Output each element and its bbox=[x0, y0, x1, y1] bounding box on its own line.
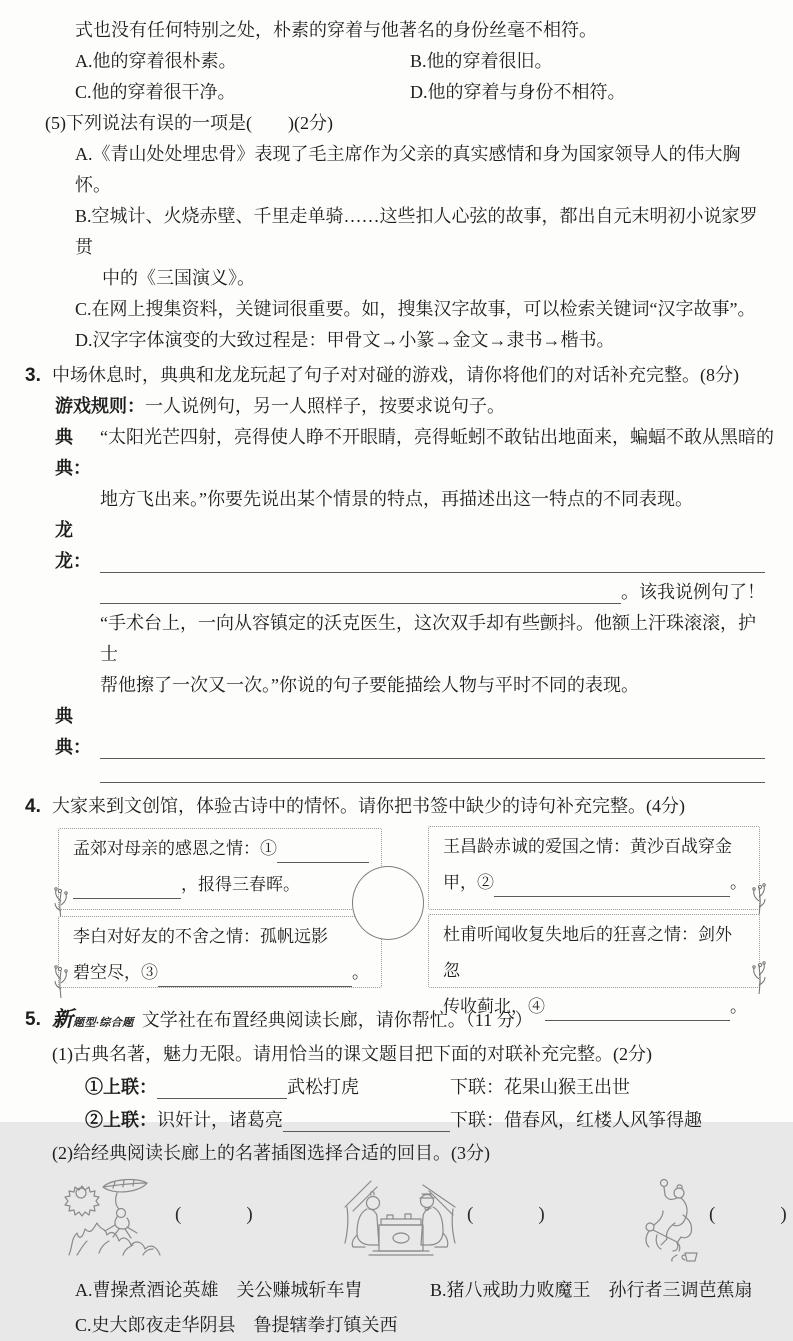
q5-sub1-stem: (1)古典名著，魅力无限。请用恰当的课文题目把下面的对联补充完整。(2分) bbox=[52, 1044, 652, 1064]
q3-diandian-text-line1: “太阳光芒四射，亮得使人睁不开眼睛，亮得蚯蚓不敢钻出地面来，蝙蝠不敢从黑暗的 bbox=[100, 427, 774, 447]
q4-stem-row bbox=[25, 791, 765, 822]
bookmark-dufu bbox=[428, 914, 760, 1016]
q5-illustrations-row bbox=[25, 1173, 789, 1267]
couplet2-shanglian-text: 识奸计，诸葛亮 bbox=[157, 1110, 283, 1130]
bookmark-mengjiao-text: 孟郊对母亲的感恩之情：① bbox=[73, 839, 277, 858]
q5-option-b: B.猪八戒助力败魔王 孙行者三调芭蕉扇 bbox=[430, 1280, 753, 1300]
q4-blank-1a[interactable] bbox=[277, 843, 369, 863]
q5-option-c: C.史大郎夜走华阴县 鲁提辖拳打镇关西 bbox=[75, 1315, 398, 1335]
couplet2-xialian: 下联：借春风，红楼人风筝得趣 bbox=[450, 1110, 702, 1130]
q3-longlong-answer-blank-1[interactable] bbox=[100, 553, 765, 573]
q5-couplet-1 bbox=[85, 1072, 765, 1103]
q5-couplet2-blank[interactable] bbox=[283, 1112, 450, 1132]
couplet1-xialian: 下联：花果山猴王出世 bbox=[450, 1077, 630, 1097]
decorative-circle bbox=[352, 866, 424, 940]
q4-blank-1b[interactable] bbox=[73, 879, 181, 899]
bookmark-wangchangling bbox=[428, 826, 760, 910]
new-question-type-badge-suffix: 题型·综合题 bbox=[73, 1017, 134, 1029]
q2-option-a: A.他的穿着很朴素。 bbox=[75, 51, 237, 71]
plant-sprig-icon bbox=[748, 881, 770, 917]
couplet2-shanglian-label: ②上联： bbox=[85, 1110, 157, 1130]
q5-option-a: A.曹操煮酒论英雄 关公赚城斩车胄 bbox=[75, 1280, 363, 1300]
q3-diandian-answer-blank-1[interactable] bbox=[100, 739, 765, 759]
bookmark-wangchangling-text2: 甲，② bbox=[443, 873, 494, 892]
plant-sprig-icon bbox=[50, 963, 72, 999]
q2-option-d: D.他的穿着与身份不相符。 bbox=[410, 82, 626, 102]
q3-rule-text: 一人说例句，另一人照样子，按要求说句子。 bbox=[145, 396, 505, 416]
q3-diandian-speech-line1 bbox=[55, 422, 774, 484]
q5-illustration1-answer-bracket[interactable]: ( ) bbox=[175, 1204, 255, 1225]
q2-option-c: C.他的穿着很干净。 bbox=[75, 82, 236, 102]
q2-5-option-d: D.汉字字体演变的大致过程是：甲骨文→小篆→金文→隶书→楷书。 bbox=[75, 330, 615, 350]
q3-diandian-answer-row bbox=[55, 701, 765, 763]
q5-illustration3-answer-bracket[interactable]: ( ) bbox=[709, 1204, 789, 1225]
plant-sprig-icon bbox=[748, 959, 770, 995]
q5-stem: 文学社在布置经典阅读长廊，请你帮忙。（11 分） bbox=[141, 1010, 533, 1030]
q5-answer-options-row2 bbox=[75, 1310, 765, 1341]
q3-diandian-speech-line2: 地方飞出来。”你要先说出某个情景的特点，再描述出这一特点的不同表现。 bbox=[100, 489, 693, 509]
q3-longlong-tail-text: 。该我说例句了！ bbox=[621, 582, 765, 602]
bookmark-libai-text: 李白对好友的不舍之情：孤帆远影 bbox=[73, 927, 328, 946]
illustration-warming-wine-heroes-talk bbox=[343, 1177, 457, 1261]
q5-couplet-2 bbox=[85, 1105, 765, 1136]
q3-longlong-quote-line1: “手术台上，一向从容镇定的沃克医生，这次双手却有些颤抖。他额上汗珠滚滚，护士 bbox=[100, 613, 756, 664]
q4-blank-2[interactable] bbox=[494, 877, 730, 897]
q3-longlong-quote-line2: 帮他擦了一次又一次。”你说的句子要能描绘人物与平时不同的表现。 bbox=[100, 675, 639, 695]
bookmark-dufu-period: 。 bbox=[730, 997, 747, 1016]
q5-number: 5. bbox=[25, 1009, 41, 1030]
q3-diandian-answer-row2 bbox=[100, 763, 765, 787]
bookmark-dufu-text2: 传收蓟北，④ bbox=[443, 997, 545, 1016]
q3-number: 3. bbox=[25, 365, 41, 386]
q5-couplet1-blank[interactable] bbox=[157, 1079, 287, 1099]
q5-sub2-stem: (2)给经典阅读长廊上的名著插图选择合适的回目。(3分) bbox=[52, 1143, 490, 1163]
q5-stem-row bbox=[25, 1004, 765, 1039]
q2-option-b: B.他的穿着很旧。 bbox=[410, 51, 553, 71]
q3-longlong-answer-row2 bbox=[100, 577, 765, 608]
q3-longlong-answer-blank-2[interactable] bbox=[100, 584, 621, 604]
illustration-lu-tixia-fist-fight bbox=[637, 1175, 707, 1265]
q3-longlong-label: 龙龙： bbox=[55, 520, 91, 571]
q2-5-option-b-line2: 中的《三国演义》。 bbox=[102, 268, 255, 288]
q3-rule-label: 游戏规则： bbox=[55, 396, 145, 416]
q3-diandian-answer-blank-2[interactable] bbox=[100, 763, 765, 783]
q5-illustration2-answer-bracket[interactable]: ( ) bbox=[467, 1204, 547, 1225]
couplet1-shanglian-text: 武松打虎 bbox=[287, 1077, 359, 1097]
q4-bookmark-area bbox=[25, 826, 765, 1016]
q2-5-option-b-line1: B.空城计、火烧赤壁、千里走单骑……这些扣人心弦的故事，都出自元末明初小说家罗贯 bbox=[75, 206, 758, 257]
new-question-type-badge: 新 bbox=[52, 1007, 73, 1031]
bookmark-libai bbox=[58, 916, 382, 988]
q2-5-option-b bbox=[75, 201, 765, 294]
q3-stem-row bbox=[25, 360, 765, 391]
q2-5-option-c: C.在网上搜集资料，关键词很重要。如，搜集汉字故事，可以检索关键词“汉字故事”。 bbox=[75, 299, 756, 319]
bookmark-wangchangling-period: 。 bbox=[730, 873, 747, 892]
q4-stem: 大家来到文创馆，体验古诗中的情怀。请你把书签中缺少的诗句补充完整。(4分) bbox=[52, 796, 685, 816]
q4-blank-3[interactable] bbox=[158, 967, 352, 987]
q5-answer-options-row1 bbox=[75, 1275, 765, 1306]
q3-stem: 中场休息时，典典和龙龙玩起了句子对对碰的游戏，请你将他们的对话补充完整。(8分) bbox=[52, 365, 739, 385]
q2-5-stem: (5)下列说法有误的一项是( )(2分) bbox=[45, 113, 333, 133]
q2-5-option-a: A.《青山处处埋忠骨》表现了毛主席作为父亲的真实感情和身为国家领导人的伟大胸怀。 bbox=[75, 144, 741, 195]
couplet1-shanglian-label: ①上联： bbox=[85, 1077, 157, 1097]
q2-options bbox=[75, 46, 765, 108]
bookmark-mengjiao bbox=[58, 828, 382, 910]
q4-number: 4. bbox=[25, 796, 41, 817]
bookmark-libai-period: 。 bbox=[352, 963, 369, 982]
q3-longlong-answer-row bbox=[55, 515, 765, 577]
bookmark-wangchangling-text: 王昌龄赤诚的爱国之情：黄沙百战穿金 bbox=[443, 837, 732, 856]
bookmark-mengjiao-text2: ，报得三春晖。 bbox=[181, 875, 300, 894]
q3-diandian-label: 典典： bbox=[55, 427, 91, 478]
q2-continuation-line: 式也没有任何特别之处，朴素的穿着与他著名的身份丝毫不相符。 bbox=[75, 20, 597, 40]
bookmark-libai-text2: 碧空尽，③ bbox=[73, 963, 158, 982]
bookmark-dufu-text: 杜甫听闻收复失地后的狂喜之情：剑外忽 bbox=[443, 925, 732, 980]
q3-diandian2-label: 典典： bbox=[55, 706, 91, 757]
illustration-flaming-mountain-banana-fan bbox=[65, 1177, 165, 1261]
q3-rule-row bbox=[55, 391, 765, 422]
